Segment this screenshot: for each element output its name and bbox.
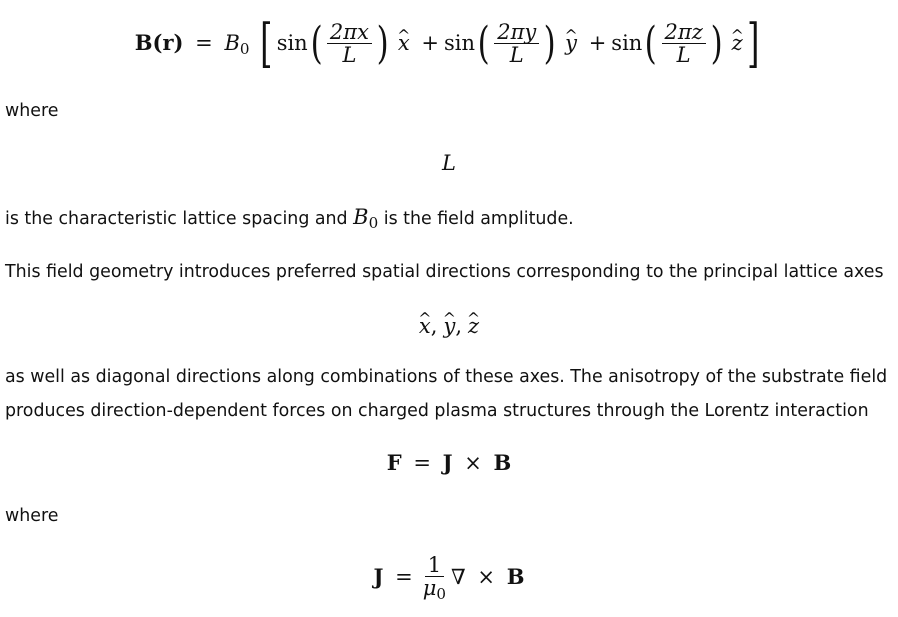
paragraph-field-geometry: This field geometry introduces preferred spatial directions corresponding to the principal lattice axes: [5, 262, 884, 282]
paragraph-anisotropy-line-1: as well as diagonal directions along combinations of these axes. The anisotropy of the substrate field: [5, 367, 888, 387]
eq-field-frac-y: $\frac{2\pi y}{L}$: [494, 21, 539, 67]
spacing-amplitude-symbol: $B_0$: [353, 205, 379, 233]
spacing-text-before: is the characteristic lattice spacing and: [5, 209, 354, 229]
lorentz-B: B: [493, 450, 512, 475]
eq-field-frac-x: $\frac{2\pi x}{L}$: [327, 21, 372, 67]
equation-magnetic-field: $B(r) = B_0$ [ sin( $\frac{2\pi x}{L}$ ) ^ x + sin( $\frac{2\pi y}{L}$ ) ^ y + sin( $\frac{2\pi z}{L}$ ) ^ z]: [0, 8, 898, 78]
eq-field-sin-y: sin: [443, 31, 475, 55]
eq-field-open-bracket: [: [260, 13, 273, 75]
eq-field-sin-x: sin: [276, 31, 308, 55]
eq-field-amplitude: $B_0$: [224, 31, 250, 59]
current-B: B: [506, 564, 525, 589]
equation-lorentz-force: F = J × B: [386, 450, 512, 475]
axis-y-hat: ^ y: [443, 309, 455, 343]
paragraph-where-1: where: [5, 101, 59, 121]
eq-field-unit-z: ^ z: [732, 8, 743, 78]
spacing-text-after: is the field amplitude.: [378, 209, 574, 229]
eq-field-unit-y: ^ y: [565, 8, 577, 78]
axis-x-hat: ^ x: [419, 309, 431, 343]
current-fraction: $\frac{1}{\mu_0}$: [422, 553, 447, 604]
paragraph-where-2: where: [5, 506, 59, 526]
lorentz-J: J: [442, 450, 453, 475]
eq-field-plus-1: +: [421, 31, 439, 55]
paragraph-anisotropy-line-2: produces direction-dependent forces on charged plasma structures through the Lorentz interaction: [5, 401, 869, 421]
lorentz-F: F: [386, 450, 402, 475]
eq-field-frac-z: $\frac{2\pi z}{L}$: [662, 21, 706, 67]
current-J: J: [373, 564, 384, 589]
eq-field-sin-z: sin: [611, 31, 643, 55]
paragraph-lattice-spacing: [5, 200, 892, 240]
eq-field-lhs-symbol: B: [134, 30, 153, 55]
nabla-operator: ∇: [451, 565, 466, 589]
eq-field-equals: =: [195, 31, 213, 55]
display-principal-axes: ^ x,^ y,^ z: [0, 309, 898, 343]
eq-field-unit-x: ^ x: [398, 8, 410, 78]
eq-field-close-bracket: ]: [746, 13, 760, 75]
axis-z-hat: ^ z: [468, 309, 479, 343]
eq-field-plus-2: +: [588, 31, 607, 55]
eq-field-lhs-arg: (r): [152, 30, 184, 55]
equation-current-density: J = $\frac{1}{\mu_0}$ ∇ × B: [373, 553, 525, 604]
display-lattice-spacing-symbol: L: [442, 151, 456, 175]
